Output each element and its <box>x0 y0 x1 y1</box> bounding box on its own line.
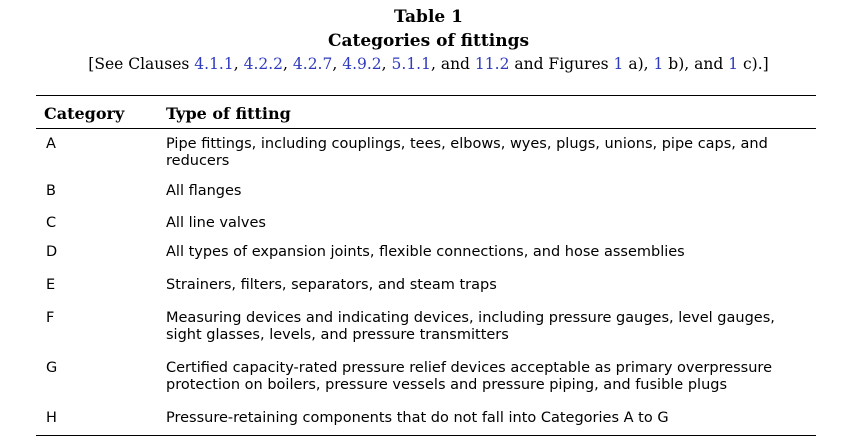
fitting-description-f <box>166 310 806 344</box>
fitting-description-h: Pressure-retaining components that do not fall into Categories A to G <box>166 410 669 426</box>
category-cell-b: B <box>46 183 56 199</box>
table-number: Table 1 <box>394 7 463 27</box>
category-cell-a: A <box>46 136 56 152</box>
category-cell-h: H <box>46 410 57 426</box>
fitting-description-g <box>166 360 806 394</box>
category-cell-d: D <box>46 244 58 260</box>
figure-link-1b[interactable]: 1 <box>653 55 664 73</box>
column-header-type-of-fitting: Type of fitting <box>166 104 291 123</box>
fitting-description-d: All types of expansion joints, flexible connections, and hose assemblies <box>166 244 685 260</box>
table-header-rule <box>36 128 816 129</box>
reference-text: c).] <box>738 55 769 73</box>
reference-text: , and <box>430 55 475 73</box>
fitting-description-c: All line valves <box>166 215 266 231</box>
category-cell-c: C <box>46 215 57 231</box>
description-line: reducers <box>166 153 230 169</box>
description-line: Measuring devices and indicating devices, including pressure gauges, level gauges, <box>166 310 775 326</box>
description-line: Pipe fittings, including couplings, tees, elbows, wyes, plugs, unions, pipe caps, and <box>166 136 768 152</box>
reference-text: , <box>332 55 343 73</box>
clause-link-11-2[interactable]: 11.2 <box>474 55 510 73</box>
description-line: sight glasses, levels, and pressure transmitters <box>166 327 509 343</box>
reference-text: a), <box>623 55 654 73</box>
description-line: Certified capacity-rated pressure relief devices acceptable as primary overpressure <box>166 360 772 376</box>
clause-link-4-2-2[interactable]: 4.2.2 <box>243 55 284 73</box>
table-top-rule <box>36 95 816 96</box>
category-cell-g: G <box>46 360 58 376</box>
reference-text: , <box>283 55 293 73</box>
category-cell-e: E <box>46 277 56 293</box>
reference-text: , <box>381 55 392 73</box>
category-cell-f: F <box>46 310 55 326</box>
clause-link-5-1-1[interactable]: 5.1.1 <box>391 55 431 73</box>
fitting-description-a <box>166 136 806 170</box>
column-header-category: Category <box>44 104 125 123</box>
fitting-description-e: Strainers, filters, separators, and steam traps <box>166 277 497 293</box>
clause-link-4-2-7[interactable]: 4.2.7 <box>292 55 333 73</box>
reference-text: b), and <box>663 55 729 73</box>
fitting-description-b: All flanges <box>166 183 242 199</box>
description-line: protection on boilers, pressure vessels and pressure piping, and fusible plugs <box>166 377 728 393</box>
figure-link-1c[interactable]: 1 <box>728 55 739 73</box>
reference-text: , <box>233 55 244 73</box>
table-bottom-rule <box>36 435 816 436</box>
figure-link-1a[interactable]: 1 <box>613 55 624 73</box>
table-reference-note <box>0 54 857 74</box>
clause-link-4-1-1[interactable]: 4.1.1 <box>194 55 234 73</box>
reference-text: [See Clauses <box>88 55 195 73</box>
table-title: Categories of fittings <box>327 31 530 51</box>
clause-link-4-9-2[interactable]: 4.9.2 <box>342 55 382 73</box>
reference-text: and Figures <box>509 55 614 73</box>
